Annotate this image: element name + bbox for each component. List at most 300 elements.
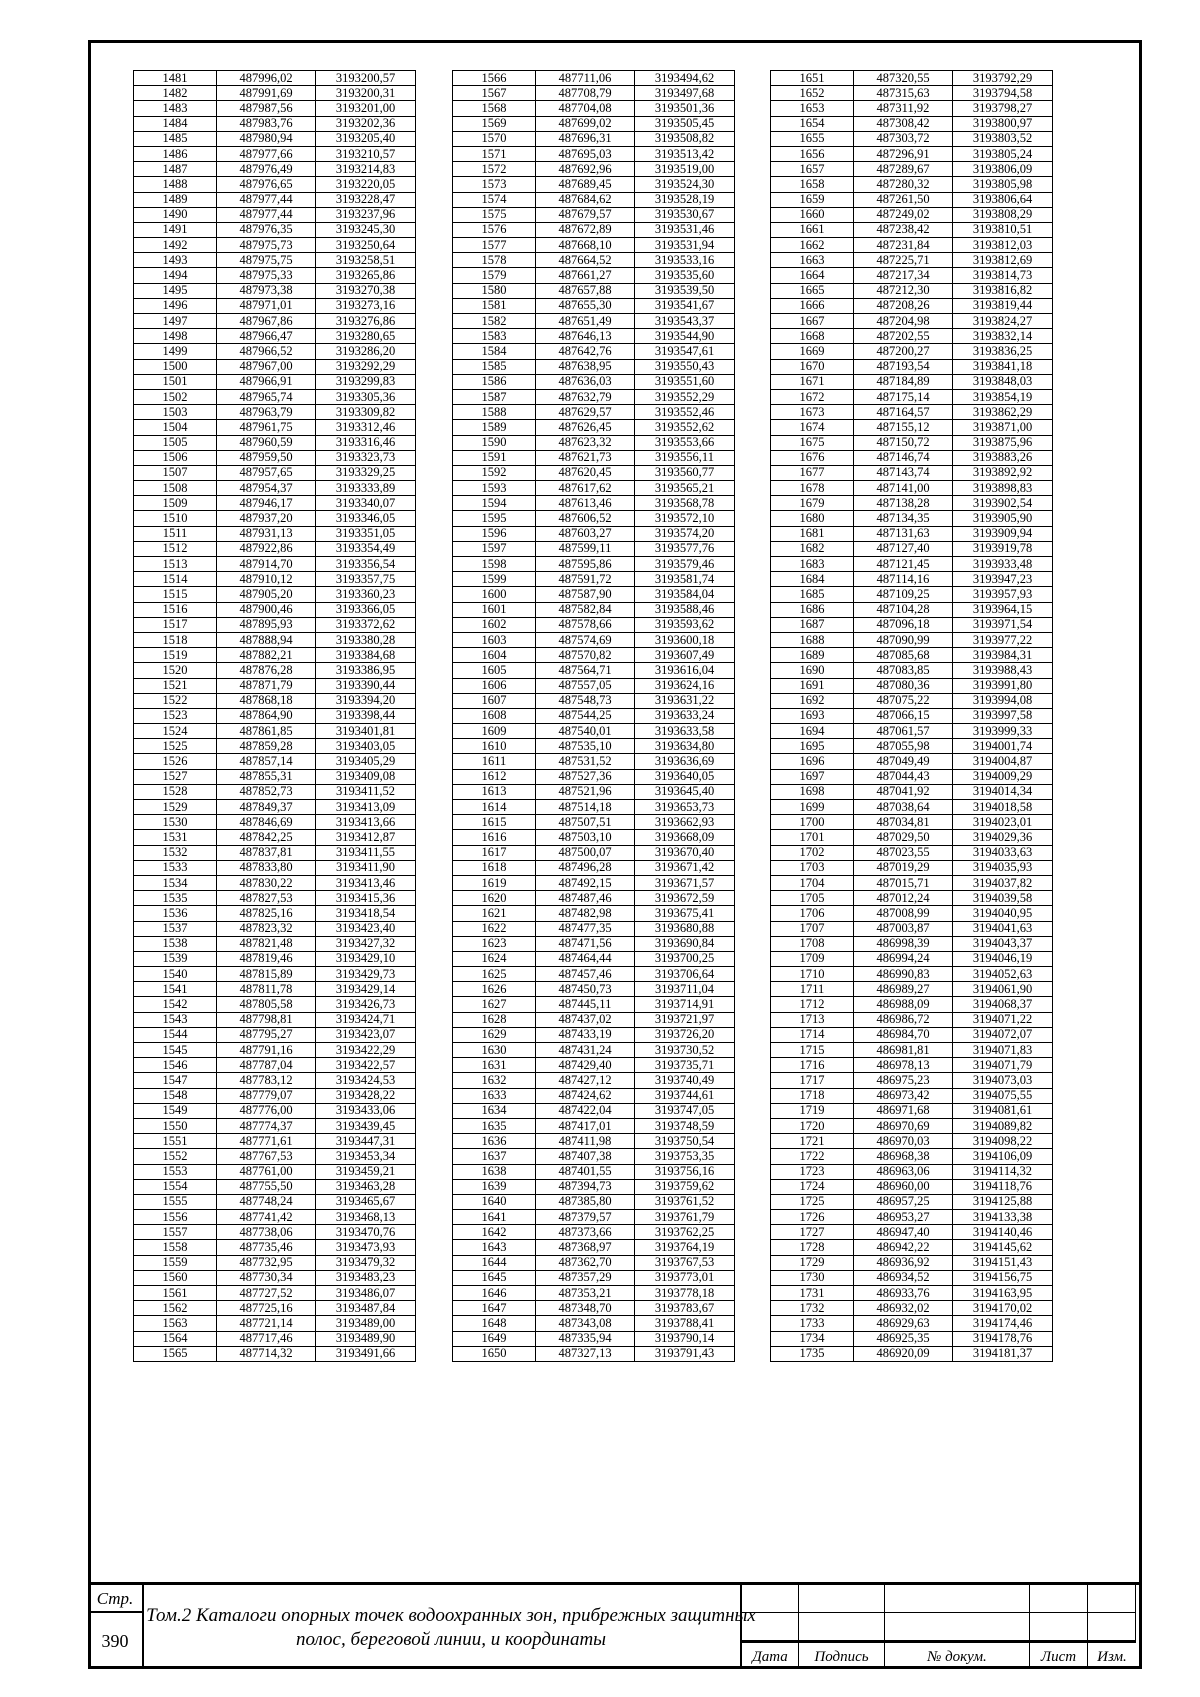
y-coordinate-cell: 3193489,90 xyxy=(316,1331,416,1346)
point-number-cell: 1687 xyxy=(771,617,854,632)
point-number-cell: 1589 xyxy=(453,420,536,435)
point-number-cell: 1609 xyxy=(453,724,536,739)
table-row xyxy=(453,1270,735,1285)
table-row xyxy=(134,253,416,268)
point-number-cell: 1635 xyxy=(453,1118,536,1133)
table-row xyxy=(134,754,416,769)
y-coordinate-cell: 3194145,62 xyxy=(953,1240,1053,1255)
table-row xyxy=(771,708,1053,723)
x-coordinate-cell: 487019,29 xyxy=(854,860,953,875)
y-coordinate-cell: 3194178,76 xyxy=(953,1331,1053,1346)
table-row xyxy=(771,222,1053,237)
point-number-cell: 1640 xyxy=(453,1194,536,1209)
x-coordinate-cell: 486990,83 xyxy=(854,967,953,982)
y-coordinate-cell: 3194046,19 xyxy=(953,951,1053,966)
x-coordinate-cell: 487445,11 xyxy=(536,997,635,1012)
x-coordinate-cell: 487963,79 xyxy=(217,405,316,420)
x-coordinate-cell: 487564,71 xyxy=(536,663,635,678)
y-coordinate-cell: 3193228,47 xyxy=(316,192,416,207)
y-coordinate-cell: 3193280,65 xyxy=(316,329,416,344)
table-row xyxy=(771,967,1053,982)
grid-cell xyxy=(742,1613,799,1641)
y-coordinate-cell: 3193551,60 xyxy=(635,374,735,389)
point-number-cell: 1711 xyxy=(771,982,854,997)
table-row xyxy=(453,298,735,313)
table-row xyxy=(134,86,416,101)
table-row xyxy=(771,405,1053,420)
y-coordinate-cell: 3194043,37 xyxy=(953,936,1053,951)
point-number-cell: 1733 xyxy=(771,1316,854,1331)
table-row xyxy=(134,526,416,541)
x-coordinate-cell: 487134,35 xyxy=(854,511,953,526)
point-number-cell: 1576 xyxy=(453,222,536,237)
table-row xyxy=(134,860,416,875)
table-row xyxy=(453,724,735,739)
point-number-cell: 1626 xyxy=(453,982,536,997)
table-row xyxy=(453,253,735,268)
x-coordinate-cell: 487146,74 xyxy=(854,450,953,465)
x-coordinate-cell: 487175,14 xyxy=(854,389,953,404)
table-row xyxy=(771,283,1053,298)
x-coordinate-cell: 487038,64 xyxy=(854,800,953,815)
y-coordinate-cell: 3193593,62 xyxy=(635,617,735,632)
point-number-cell: 1624 xyxy=(453,951,536,966)
table-row xyxy=(771,678,1053,693)
x-coordinate-cell: 487787,04 xyxy=(217,1058,316,1073)
table-row xyxy=(453,177,735,192)
point-number-cell: 1530 xyxy=(134,815,217,830)
y-coordinate-cell: 3194181,37 xyxy=(953,1346,1053,1361)
table-row xyxy=(771,1255,1053,1270)
y-coordinate-cell: 3193429,14 xyxy=(316,982,416,997)
y-coordinate-cell: 3193423,07 xyxy=(316,1027,416,1042)
table-row xyxy=(771,693,1053,708)
point-number-cell: 1684 xyxy=(771,572,854,587)
table-row xyxy=(453,86,735,101)
y-coordinate-cell: 3193947,23 xyxy=(953,572,1053,587)
table-row xyxy=(134,192,416,207)
point-number-cell: 1524 xyxy=(134,724,217,739)
table-row xyxy=(453,921,735,936)
x-coordinate-cell: 486932,02 xyxy=(854,1301,953,1316)
x-coordinate-cell: 487699,02 xyxy=(536,116,635,131)
x-coordinate-cell: 487805,58 xyxy=(217,997,316,1012)
y-coordinate-cell: 3193429,73 xyxy=(316,967,416,982)
point-number-cell: 1683 xyxy=(771,557,854,572)
table-row xyxy=(134,207,416,222)
table-row xyxy=(771,1118,1053,1133)
grid-cell xyxy=(1088,1613,1136,1641)
y-coordinate-cell: 3193273,16 xyxy=(316,298,416,313)
y-coordinate-cell: 3193386,95 xyxy=(316,663,416,678)
point-number-cell: 1691 xyxy=(771,678,854,693)
table-row xyxy=(453,131,735,146)
x-coordinate-cell: 487599,11 xyxy=(536,541,635,556)
x-coordinate-cell: 487570,82 xyxy=(536,648,635,663)
point-number-cell: 1513 xyxy=(134,557,217,572)
y-coordinate-cell: 3193805,98 xyxy=(953,177,1053,192)
table-row xyxy=(771,769,1053,784)
x-coordinate-cell: 487348,70 xyxy=(536,1301,635,1316)
x-coordinate-cell: 487617,62 xyxy=(536,481,635,496)
x-coordinate-cell: 487996,02 xyxy=(217,71,316,86)
point-number-cell: 1653 xyxy=(771,101,854,116)
y-coordinate-cell: 3193286,20 xyxy=(316,344,416,359)
y-coordinate-cell: 3193468,13 xyxy=(316,1210,416,1225)
table-row xyxy=(771,1179,1053,1194)
y-coordinate-cell: 3193783,67 xyxy=(635,1301,735,1316)
y-coordinate-cell: 3193418,54 xyxy=(316,906,416,921)
point-number-cell: 1490 xyxy=(134,207,217,222)
point-number-cell: 1628 xyxy=(453,1012,536,1027)
point-number-cell: 1716 xyxy=(771,1058,854,1073)
point-number-cell: 1614 xyxy=(453,800,536,815)
point-number-cell: 1526 xyxy=(134,754,217,769)
x-coordinate-cell: 487696,31 xyxy=(536,131,635,146)
point-number-cell: 1487 xyxy=(134,162,217,177)
point-number-cell: 1645 xyxy=(453,1270,536,1285)
table-row xyxy=(771,815,1053,830)
table-row xyxy=(453,1134,735,1149)
point-number-cell: 1668 xyxy=(771,329,854,344)
point-number-cell: 1611 xyxy=(453,754,536,769)
table-row xyxy=(453,511,735,526)
table-row xyxy=(771,724,1053,739)
y-coordinate-cell: 3193997,58 xyxy=(953,708,1053,723)
y-coordinate-cell: 3193543,37 xyxy=(635,314,735,329)
table-row xyxy=(771,131,1053,146)
coordinates-area xyxy=(133,70,1053,1675)
x-coordinate-cell: 487083,85 xyxy=(854,663,953,678)
y-coordinate-cell: 3193773,01 xyxy=(635,1270,735,1285)
point-number-cell: 1581 xyxy=(453,298,536,313)
point-number-cell: 1700 xyxy=(771,815,854,830)
x-coordinate-cell: 487531,52 xyxy=(536,754,635,769)
point-number-cell: 1636 xyxy=(453,1134,536,1149)
table-row xyxy=(134,420,416,435)
x-coordinate-cell: 487711,06 xyxy=(536,71,635,86)
y-coordinate-cell: 3193531,94 xyxy=(635,238,735,253)
table-row xyxy=(453,329,735,344)
point-number-cell: 1583 xyxy=(453,329,536,344)
y-coordinate-cell: 3193670,40 xyxy=(635,845,735,860)
point-number-cell: 1592 xyxy=(453,465,536,480)
x-coordinate-cell: 487795,27 xyxy=(217,1027,316,1042)
point-number-cell: 1698 xyxy=(771,784,854,799)
document-title: Том.2 Каталоги опорных точек водоохранных зон, прибрежных защитных полос, береговой линии, и координаты xyxy=(146,1605,756,1650)
point-number-cell: 1598 xyxy=(453,557,536,572)
x-coordinate-cell: 487966,52 xyxy=(217,344,316,359)
table-row xyxy=(453,815,735,830)
x-coordinate-cell: 487261,50 xyxy=(854,192,953,207)
y-coordinate-cell: 3193530,67 xyxy=(635,207,735,222)
table-row xyxy=(453,238,735,253)
x-coordinate-cell: 487779,07 xyxy=(217,1088,316,1103)
x-coordinate-cell: 487975,33 xyxy=(217,268,316,283)
y-coordinate-cell: 3193245,30 xyxy=(316,222,416,237)
point-number-cell: 1523 xyxy=(134,708,217,723)
point-number-cell: 1722 xyxy=(771,1149,854,1164)
point-number-cell: 1522 xyxy=(134,693,217,708)
x-coordinate-cell: 487632,79 xyxy=(536,389,635,404)
x-coordinate-cell: 486947,40 xyxy=(854,1225,953,1240)
x-coordinate-cell: 487725,16 xyxy=(217,1301,316,1316)
point-number-cell: 1647 xyxy=(453,1301,536,1316)
point-number-cell: 1570 xyxy=(453,131,536,146)
y-coordinate-cell: 3193497,68 xyxy=(635,86,735,101)
y-coordinate-cell: 3193531,46 xyxy=(635,222,735,237)
table-row xyxy=(453,1149,735,1164)
table-row xyxy=(453,693,735,708)
x-coordinate-cell: 486963,06 xyxy=(854,1164,953,1179)
table-row xyxy=(771,617,1053,632)
point-number-cell: 1538 xyxy=(134,936,217,951)
x-coordinate-cell: 487613,46 xyxy=(536,496,635,511)
table-row xyxy=(134,314,416,329)
x-coordinate-cell: 487815,89 xyxy=(217,967,316,982)
point-number-cell: 1633 xyxy=(453,1088,536,1103)
y-coordinate-cell: 3193413,46 xyxy=(316,875,416,890)
table-row xyxy=(453,1179,735,1194)
x-coordinate-cell: 486968,38 xyxy=(854,1149,953,1164)
x-coordinate-cell: 487075,22 xyxy=(854,693,953,708)
table-row xyxy=(134,1103,416,1118)
table-row xyxy=(453,344,735,359)
table-row xyxy=(771,830,1053,845)
x-coordinate-cell: 486986,72 xyxy=(854,1012,953,1027)
y-coordinate-cell: 3193579,46 xyxy=(635,557,735,572)
x-coordinate-cell: 487976,49 xyxy=(217,162,316,177)
table-row xyxy=(771,1043,1053,1058)
y-coordinate-cell: 3193265,86 xyxy=(316,268,416,283)
x-coordinate-cell: 487422,04 xyxy=(536,1103,635,1118)
table-row xyxy=(771,71,1053,86)
y-coordinate-cell: 3193812,69 xyxy=(953,253,1053,268)
y-coordinate-cell: 3194098,22 xyxy=(953,1134,1053,1149)
y-coordinate-cell: 3194009,29 xyxy=(953,769,1053,784)
table-row xyxy=(134,648,416,663)
y-coordinate-cell: 3193836,25 xyxy=(953,344,1053,359)
point-number-cell: 1734 xyxy=(771,1331,854,1346)
x-coordinate-cell: 487343,08 xyxy=(536,1316,635,1331)
point-number-cell: 1503 xyxy=(134,405,217,420)
grid-cell xyxy=(799,1585,885,1613)
y-coordinate-cell: 3193535,60 xyxy=(635,268,735,283)
point-number-cell: 1585 xyxy=(453,359,536,374)
y-coordinate-cell: 3194151,43 xyxy=(953,1255,1053,1270)
table-row xyxy=(134,936,416,951)
x-coordinate-cell: 487689,45 xyxy=(536,177,635,192)
x-coordinate-cell: 487842,25 xyxy=(217,830,316,845)
x-coordinate-cell: 487846,69 xyxy=(217,815,316,830)
x-coordinate-cell: 487859,28 xyxy=(217,739,316,754)
x-coordinate-cell: 487714,32 xyxy=(217,1346,316,1361)
table-row xyxy=(771,921,1053,936)
point-number-cell: 1715 xyxy=(771,1043,854,1058)
y-coordinate-cell: 3193671,42 xyxy=(635,860,735,875)
table-row xyxy=(134,784,416,799)
point-number-cell: 1545 xyxy=(134,1043,217,1058)
y-coordinate-cell: 3193759,62 xyxy=(635,1179,735,1194)
y-coordinate-cell: 3193740,49 xyxy=(635,1073,735,1088)
point-number-cell: 1694 xyxy=(771,724,854,739)
table-row xyxy=(134,1058,416,1073)
y-coordinate-cell: 3193411,55 xyxy=(316,845,416,860)
x-coordinate-cell: 487646,13 xyxy=(536,329,635,344)
y-coordinate-cell: 3194035,93 xyxy=(953,860,1053,875)
point-number-cell: 1516 xyxy=(134,602,217,617)
table-row xyxy=(771,1088,1053,1103)
point-number-cell: 1730 xyxy=(771,1270,854,1285)
y-coordinate-cell: 3193761,79 xyxy=(635,1210,735,1225)
table-row xyxy=(453,739,735,754)
table-row xyxy=(453,526,735,541)
x-coordinate-cell: 487015,71 xyxy=(854,875,953,890)
point-number-cell: 1557 xyxy=(134,1225,217,1240)
grid-cell xyxy=(1030,1613,1088,1641)
point-number-cell: 1637 xyxy=(453,1149,536,1164)
x-coordinate-cell: 487507,51 xyxy=(536,815,635,830)
x-coordinate-cell: 487296,91 xyxy=(854,146,953,161)
point-number-cell: 1686 xyxy=(771,602,854,617)
point-number-cell: 1567 xyxy=(453,86,536,101)
x-coordinate-cell: 487431,24 xyxy=(536,1043,635,1058)
x-coordinate-cell: 487991,69 xyxy=(217,86,316,101)
y-coordinate-cell: 3193747,05 xyxy=(635,1103,735,1118)
title-block xyxy=(88,1582,1142,1669)
point-number-cell: 1697 xyxy=(771,769,854,784)
table-row xyxy=(771,1270,1053,1285)
y-coordinate-cell: 3193428,22 xyxy=(316,1088,416,1103)
x-coordinate-cell: 486994,24 xyxy=(854,951,953,966)
x-coordinate-cell: 487433,19 xyxy=(536,1027,635,1042)
table-row xyxy=(771,739,1053,754)
table-row xyxy=(453,860,735,875)
table-row xyxy=(134,693,416,708)
table-row xyxy=(771,784,1053,799)
table-row xyxy=(771,146,1053,161)
y-coordinate-cell: 3193422,57 xyxy=(316,1058,416,1073)
x-coordinate-cell: 487127,40 xyxy=(854,541,953,556)
point-number-cell: 1595 xyxy=(453,511,536,526)
point-number-cell: 1646 xyxy=(453,1286,536,1301)
point-number-cell: 1693 xyxy=(771,708,854,723)
x-coordinate-cell: 487034,81 xyxy=(854,815,953,830)
grid-cell xyxy=(885,1613,1030,1641)
x-coordinate-cell: 487621,73 xyxy=(536,450,635,465)
table-row xyxy=(453,648,735,663)
point-number-cell: 1727 xyxy=(771,1225,854,1240)
table-row xyxy=(134,1118,416,1133)
page-number: 390 xyxy=(88,1613,144,1669)
y-coordinate-cell: 3193792,29 xyxy=(953,71,1053,86)
point-number-cell: 1703 xyxy=(771,860,854,875)
y-coordinate-cell: 3193202,36 xyxy=(316,116,416,131)
x-coordinate-cell: 487960,59 xyxy=(217,435,316,450)
table-row xyxy=(134,830,416,845)
point-number-cell: 1678 xyxy=(771,481,854,496)
y-coordinate-cell: 3194018,58 xyxy=(953,800,1053,815)
y-coordinate-cell: 3193883,26 xyxy=(953,450,1053,465)
table-row xyxy=(134,71,416,86)
y-coordinate-cell: 3194061,90 xyxy=(953,982,1053,997)
x-coordinate-cell: 486929,63 xyxy=(854,1316,953,1331)
y-coordinate-cell: 3193411,90 xyxy=(316,860,416,875)
y-coordinate-cell: 3193465,67 xyxy=(316,1194,416,1209)
point-number-cell: 1499 xyxy=(134,344,217,359)
table-row xyxy=(771,253,1053,268)
point-number-cell: 1552 xyxy=(134,1149,217,1164)
table-row xyxy=(134,1012,416,1027)
y-coordinate-cell: 3194163,95 xyxy=(953,1286,1053,1301)
point-number-cell: 1651 xyxy=(771,71,854,86)
x-coordinate-cell: 487931,13 xyxy=(217,526,316,541)
x-coordinate-cell: 486973,42 xyxy=(854,1088,953,1103)
y-coordinate-cell: 3193584,04 xyxy=(635,587,735,602)
point-number-cell: 1699 xyxy=(771,800,854,815)
x-coordinate-cell: 487049,49 xyxy=(854,754,953,769)
table-row xyxy=(134,238,416,253)
table-row xyxy=(134,951,416,966)
x-coordinate-cell: 487727,52 xyxy=(217,1286,316,1301)
x-coordinate-cell: 487061,57 xyxy=(854,724,953,739)
point-number-cell: 1562 xyxy=(134,1301,217,1316)
x-coordinate-cell: 486925,35 xyxy=(854,1331,953,1346)
table-row xyxy=(453,936,735,951)
point-number-cell: 1667 xyxy=(771,314,854,329)
x-coordinate-cell: 487852,73 xyxy=(217,784,316,799)
y-coordinate-cell: 3193426,73 xyxy=(316,997,416,1012)
point-number-cell: 1655 xyxy=(771,131,854,146)
point-number-cell: 1540 xyxy=(134,967,217,982)
x-coordinate-cell: 487417,01 xyxy=(536,1118,635,1133)
table-row xyxy=(771,465,1053,480)
table-row xyxy=(134,617,416,632)
point-number-cell: 1505 xyxy=(134,435,217,450)
point-number-cell: 1605 xyxy=(453,663,536,678)
table-row xyxy=(453,496,735,511)
table-row xyxy=(771,101,1053,116)
point-number-cell: 1615 xyxy=(453,815,536,830)
y-coordinate-cell: 3193999,33 xyxy=(953,724,1053,739)
point-number-cell: 1689 xyxy=(771,648,854,663)
table-row xyxy=(134,1346,416,1361)
table-row xyxy=(134,1194,416,1209)
x-coordinate-cell: 486988,09 xyxy=(854,997,953,1012)
point-number-cell: 1491 xyxy=(134,222,217,237)
table-row xyxy=(771,1346,1053,1361)
x-coordinate-cell: 487871,79 xyxy=(217,678,316,693)
x-coordinate-cell: 486942,22 xyxy=(854,1240,953,1255)
x-coordinate-cell: 487138,28 xyxy=(854,496,953,511)
point-number-cell: 1643 xyxy=(453,1240,536,1255)
table-row xyxy=(771,632,1053,647)
x-coordinate-cell: 487023,55 xyxy=(854,845,953,860)
x-coordinate-cell: 487798,81 xyxy=(217,1012,316,1027)
grid-cell xyxy=(885,1585,1030,1613)
table-row xyxy=(134,222,416,237)
y-coordinate-cell: 3193854,19 xyxy=(953,389,1053,404)
x-coordinate-cell: 487638,95 xyxy=(536,359,635,374)
table-row xyxy=(453,1286,735,1301)
table-row xyxy=(453,162,735,177)
x-coordinate-cell: 487975,75 xyxy=(217,253,316,268)
table-row xyxy=(134,891,416,906)
point-number-cell: 1587 xyxy=(453,389,536,404)
y-coordinate-cell: 3193333,89 xyxy=(316,481,416,496)
y-coordinate-cell: 3193354,49 xyxy=(316,541,416,556)
table-row xyxy=(453,1210,735,1225)
